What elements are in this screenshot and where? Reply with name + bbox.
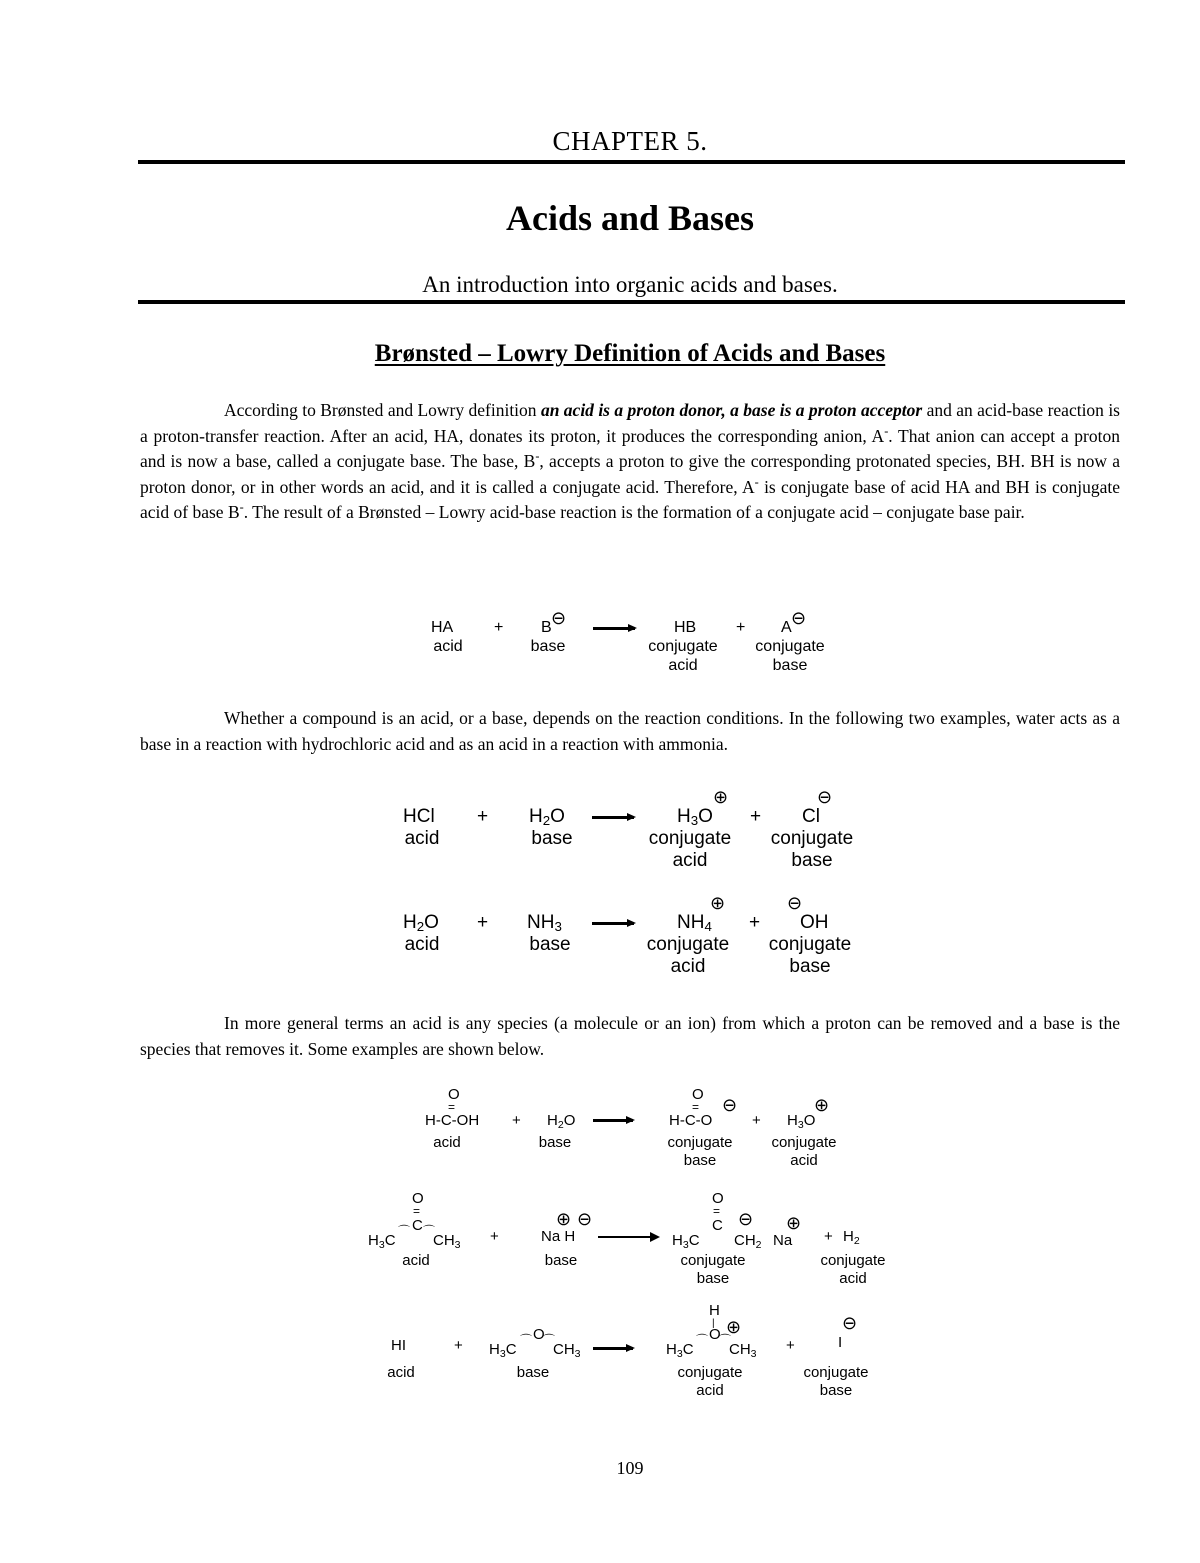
page-subtitle: An introduction into organic acids and bases. bbox=[422, 272, 838, 297]
equation-water-ammonia: ⊕ ⊖ $H_2O$ + $NH_3$ $NH_4$ + OH acid base conjugate acid conjugate base bbox=[403, 893, 852, 977]
reaction-arrow bbox=[593, 1347, 633, 1350]
paragraph-general: In more general terms an acid is any species (a molecule or an ion) from which a proton can be removed and a base is the species that removes it. Some examples are shown below. bbox=[140, 1013, 1120, 1059]
reaction-arrow bbox=[592, 922, 634, 925]
equation-acetone-nah: O = C $H_3C$ ⌒ ⌒ $CH_3$ + ⊕ ⊖ Na H O = C $H_3C$ ⊖ $CH_2$ ⊕ Na + $H_2$ acid base conjugate base conjugate acid bbox=[368, 1190, 886, 1287]
equation-general: ⊖ ⊖ HA + B HB + A acid base conjugate acid conjugate base bbox=[431, 608, 825, 674]
reaction-arrow bbox=[598, 1236, 658, 1238]
reaction-arrow bbox=[592, 816, 634, 819]
equation-formic-acid: O = H-C-OH + $H_2O$ O = H-C-O ⊖ + $H_3O$ ⊕ acid base conjugate base conjugate acid bbox=[425, 1086, 837, 1169]
paragraph-conditions: Whether a compound is an acid, or a base, depends on the reaction conditions. In the following two examples, water acts as a base in a reaction with hydrochloric acid and as an acid in a reaction with ammonia. bbox=[140, 708, 1120, 754]
equation-hcl-water: ⊕ ⊖ HCl + $H_2O$ $H_3O$ + Cl acid base conjugate acid conjugate base bbox=[403, 787, 854, 871]
equation-hi-ether: HI + O $H_3C$ ⌒ ⌒ $CH_3$ H | ⊕ O $H_3C$ ⌒ ⌒ $CH_3$ + ⊖ I acid base conjugate acid conjugate base bbox=[387, 1302, 869, 1399]
page-title: Acids and Bases bbox=[505, 198, 755, 238]
chapter-label: CHAPTER 5. bbox=[552, 126, 708, 156]
page-number: 109 bbox=[616, 1458, 644, 1478]
paragraph-definition: According to Brønsted and Lowry definition an acid is a proton donor, a base is a proton acceptor and an acid-base reaction is a proton-transfer reaction. After an acid, HA, donates its proton, it produces the corresponding anion, A-. That anion can accept a proton and is now a base, called a conjugate base. The base, B-, accepts a proton to give the corresponding protonated species, BH. BH is now a proton donor, or in other words an acid, and it is called a conjugate acid. Therefore, A- is conjugate base of acid HA and BH is conjugate acid of base B-. The result of a Brønsted – Lowry acid-base reaction is the formation of a conjugate acid – conjugate base pair. bbox=[140, 400, 1120, 522]
reaction-arrow bbox=[593, 627, 635, 630]
section-heading: Brønsted – Lowry Definition of Acids and Bases bbox=[374, 340, 886, 367]
bottom-rule bbox=[138, 300, 1125, 304]
reaction-arrow bbox=[593, 1119, 633, 1122]
top-rule bbox=[138, 160, 1125, 164]
